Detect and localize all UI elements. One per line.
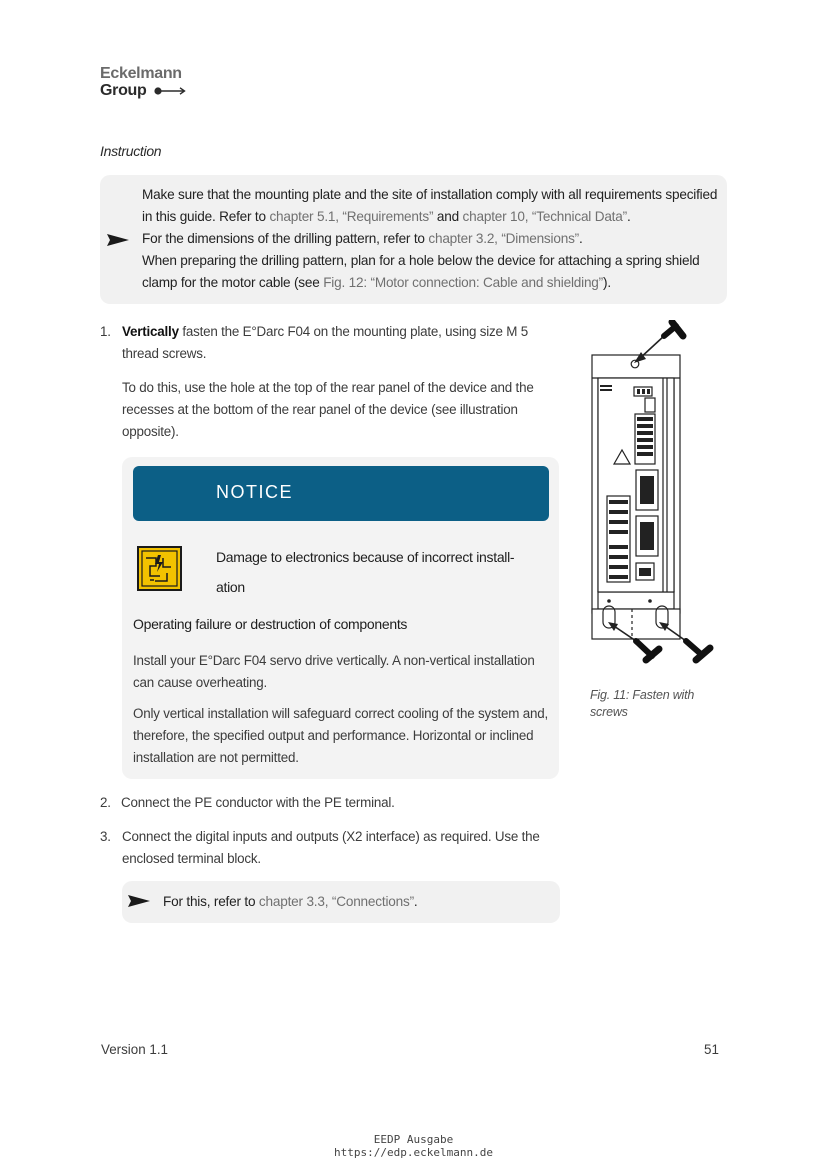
brand-logo [100, 65, 187, 99]
edition-stamp: EEDP Ausgabe https://edp.eckelmann.de [0, 1133, 827, 1159]
step-3 [100, 826, 121, 848]
link-fig-12[interactable]: Fig. 12: “Motor connection: Cable and shielding” [323, 275, 603, 290]
instruction-arrow-icon [107, 234, 129, 246]
electronics-warning-icon [137, 546, 182, 591]
tip-arrow-icon [128, 895, 150, 907]
notice-title: NOTICE [216, 482, 294, 502]
notice-paragraph-2: Only vertical installation will safeguard correct cooling of the system and, therefore, the specified output and performance. Horizontal or inclined installation are not permitted. [133, 706, 548, 765]
brand-group: Group [100, 82, 147, 99]
brand-name: Eckelmann [100, 65, 182, 82]
footer-version: Version 1.1 [101, 1042, 168, 1057]
notice-paragraph-1: Install your E°Darc F04 servo drive vertically. A non-vertical installation can cause overheating. [133, 653, 535, 690]
notice-subtitle: Damage to electronics because of incorrect install- ation [216, 549, 515, 595]
step-2-text: Connect the PE conductor with the PE terminal. [121, 795, 395, 810]
link-chapter-5-1[interactable]: chapter 5.1, “Requirements” [269, 209, 434, 224]
step-number: 2. [100, 795, 111, 810]
page-number: 51 [704, 1042, 719, 1057]
step-3-text: Connect the digital inputs and outputs (X2 interface) as required. Use the enclosed terminal block. [122, 829, 540, 866]
stamp-url-link[interactable]: https://edp.eckelmann.de [334, 1146, 493, 1159]
step-number: 1. [100, 324, 111, 339]
step-2 [100, 792, 395, 814]
step-1-detail: To do this, use the hole at the top of the rear panel of the device and the recesses at the bottom of the rear panel of the device (see illustration opposite). [122, 380, 534, 439]
step-number: 3. [100, 829, 111, 844]
bottom-right-screw-icon [659, 622, 710, 660]
logo-arrow-icon [153, 86, 187, 96]
servo-drive-device [592, 355, 680, 639]
section-heading: Instruction [100, 143, 162, 159]
link-chapter-3-3[interactable]: chapter 3.3, “Connections” [258, 894, 414, 909]
step-1 [100, 321, 121, 343]
notice-heading: Operating failure or destruction of components [133, 616, 408, 632]
link-chapter-10[interactable]: chapter 10, “Technical Data” [462, 209, 627, 224]
notice-banner [133, 466, 549, 521]
tip-text: For this, refer to chapter 3.3, “Connections”. [163, 894, 418, 909]
instruction-text: Make sure that the mounting plate and the site of installation comply with all requirements specified in this guide. Refer to chapter 5.1, “Requirements” and chapter 10, “Technical Data”. For the dimensions of the drilling pattern, refer to chapter 3.2, “Dimensions”. When preparing the drilling pattern, plan for a hole below the device for attaching a spring shield clamp for the motor cable (see Fig. 12: “Motor connection: Cable and shielding”). [142, 187, 718, 290]
step-1-text: Vertically fasten the E°Darc F04 on the mounting plate, using size M 5 thread screws. [122, 324, 528, 361]
link-chapter-3-2[interactable]: chapter 3.2, “Dimensions” [428, 231, 579, 246]
figure-caption: Fig. 11: Fasten with screws [590, 688, 695, 719]
device-mounting-illustration [560, 320, 720, 680]
